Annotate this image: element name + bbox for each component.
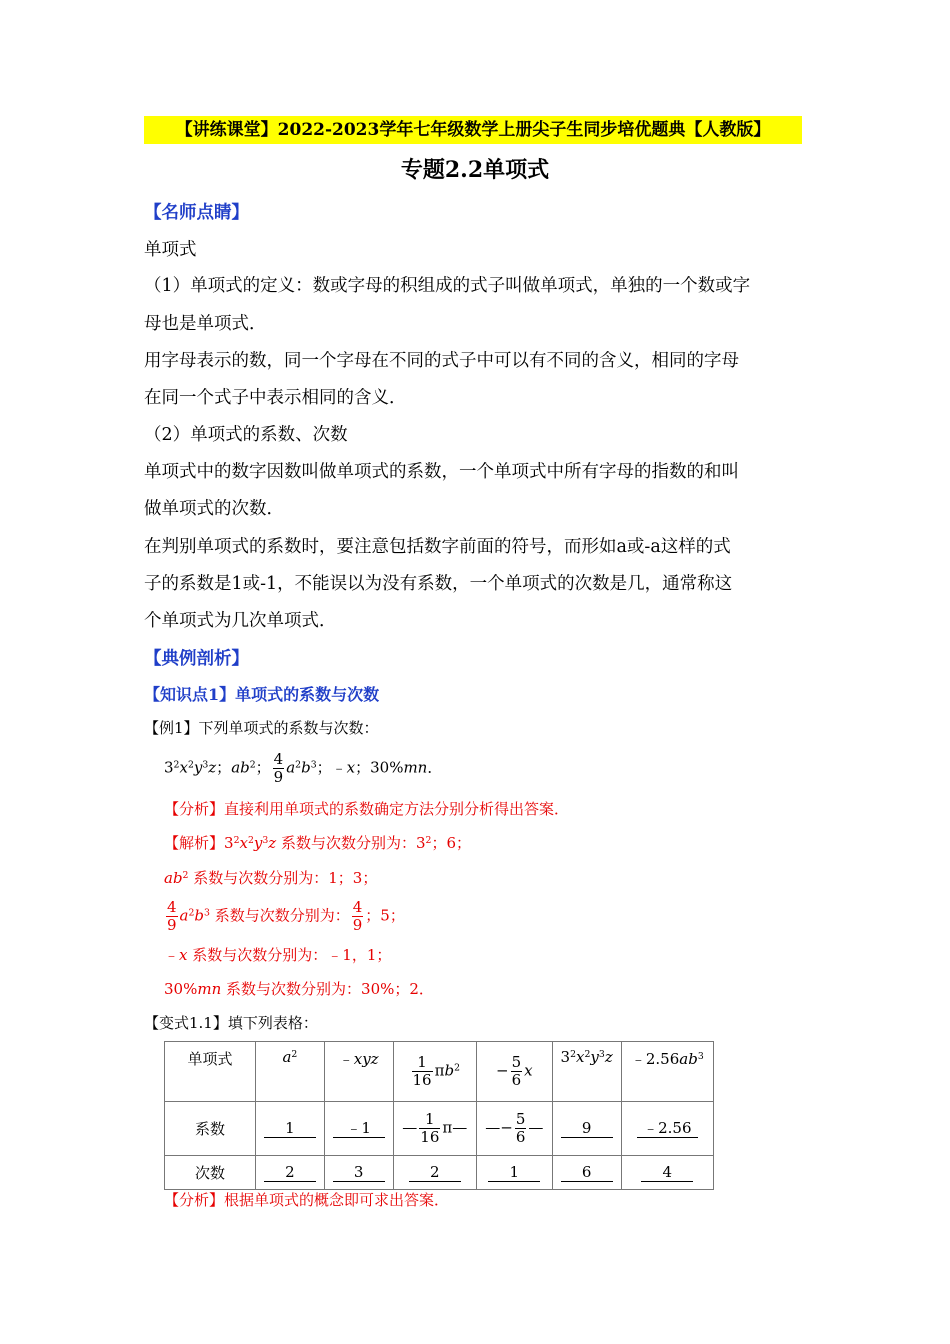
example1-solution-line4: ﹣x 系数与次数分别为：﹣1，1； — [164, 946, 392, 964]
example1-solution-line2: $ab^2$ 系数与次数分别为：1；3； — [164, 869, 378, 887]
variant-label: 【变式1.1】填下列表格： — [144, 1014, 318, 1032]
table-cell: ﹣2.56 — [621, 1102, 713, 1156]
table-row — [165, 1102, 714, 1156]
table-cell: ﹣xyz — [324, 1042, 393, 1102]
intro-p1b: 母也是单项式． — [144, 314, 267, 334]
document-header: 【讲练课堂】2022-2023学年七年级数学上册尖子生同步培优题典【人教版】 — [144, 116, 802, 144]
intro-p5a: 在判别单项式的系数时，要注意包括数字前面的符号，而形如a或-a这样的式 — [144, 537, 731, 557]
page-title: 专题2.2单项式 — [400, 157, 550, 183]
table-cell: 3 — [324, 1156, 393, 1190]
intro-p5b: 子的系数是1或-1，不能误以为没有系数，一个单项式的次数是几，通常称这 — [144, 574, 733, 594]
table-cell: 4 — [621, 1156, 713, 1190]
monomial-table — [164, 1041, 714, 1190]
row-label-monomial: 单项式 — [165, 1042, 256, 1102]
row-label-coefficient: 系数 — [165, 1102, 256, 1156]
intro-p5c: 个单项式为几次单项式． — [144, 611, 337, 631]
example1-analysis: 【分析】直接利用单项式的系数确定方法分别分析得出答案． — [164, 800, 570, 818]
example1-solution-line5: 30%mn 系数与次数分别为：30%；2． — [164, 980, 434, 998]
table-cell: —− $\frac{5}{6}$ — — [476, 1102, 552, 1156]
knowledge-point-heading: 【知识点1】单项式的系数与次数 — [144, 685, 380, 704]
intro-p4a: 单项式中的数字因数叫做单项式的系数，一个单项式中所有字母的指数的和叫 — [144, 462, 739, 482]
intro-p4b: 做单项式的次数． — [144, 499, 284, 519]
table-cell: 2 — [393, 1156, 476, 1190]
section-examples: 【典例剖析】 — [144, 649, 249, 669]
table-cell: $﹣2.56ab^3$ — [621, 1042, 713, 1102]
table-cell: 2 — [256, 1156, 325, 1190]
intro-p1a: （1）单项式的定义：数或字母的积组成的式子叫做单项式，单独的一个数或字 — [144, 276, 751, 296]
table-cell: ﹣1 — [324, 1102, 393, 1156]
example1-solution-line1: 【解析】$3^2x^2y^3z$ 系数与次数分别为：$3^2$；6； — [164, 834, 471, 852]
intro-heading: 单项式 — [144, 240, 197, 260]
intro-p2a: 用字母表示的数，同一个字母在不同的式子中可以有不同的含义，相同的字母 — [144, 351, 739, 371]
table-cell: 1 — [256, 1102, 325, 1156]
fraction-4-9: $\frac{4}{9}$ — [352, 898, 363, 934]
table-row — [165, 1156, 714, 1190]
table-cell: $\frac{1}{16}$ $\pi b^2$ — [393, 1042, 476, 1102]
variant-analysis: 【分析】根据单项式的概念即可求出答案． — [164, 1191, 450, 1209]
table-cell: $a^2$ — [256, 1042, 325, 1102]
intro-p3: （2）单项式的系数、次数 — [144, 425, 348, 445]
table-cell: − $\frac{5}{6}$ x — [476, 1042, 552, 1102]
table-cell: — $\frac{1}{16}$ π— — [393, 1102, 476, 1156]
fraction-4-9: $\frac{4}{9}$ — [167, 898, 177, 934]
table-cell: 1 — [476, 1156, 552, 1190]
fraction-4-9: $\frac{4}{9}$ — [273, 750, 284, 786]
table-cell: $3^2x^2y^3z$ — [552, 1042, 621, 1102]
intro-p2b: 在同一个式子中表示相同的含义． — [144, 388, 407, 408]
row-label-degree: 次数 — [165, 1156, 256, 1190]
example1-solution-line3: $\frac{4}{9}$ $a^2b^3$ 系数与次数分别为： $\frac{4}{9}$ ；5； — [167, 898, 405, 934]
table-cell: 6 — [552, 1156, 621, 1190]
table-row — [165, 1042, 714, 1102]
example1-expressions: $3^2x^2y^3z$；$ab^2$； $\frac{4}{9}$ $a^2b^3$；﹣x；30%mn． — [164, 750, 443, 786]
section-famous-teacher: 【名师点睛】 — [144, 203, 249, 223]
table-cell: 9 — [552, 1102, 621, 1156]
example1-label: 【例1】下列单项式的系数与次数： — [144, 719, 379, 737]
